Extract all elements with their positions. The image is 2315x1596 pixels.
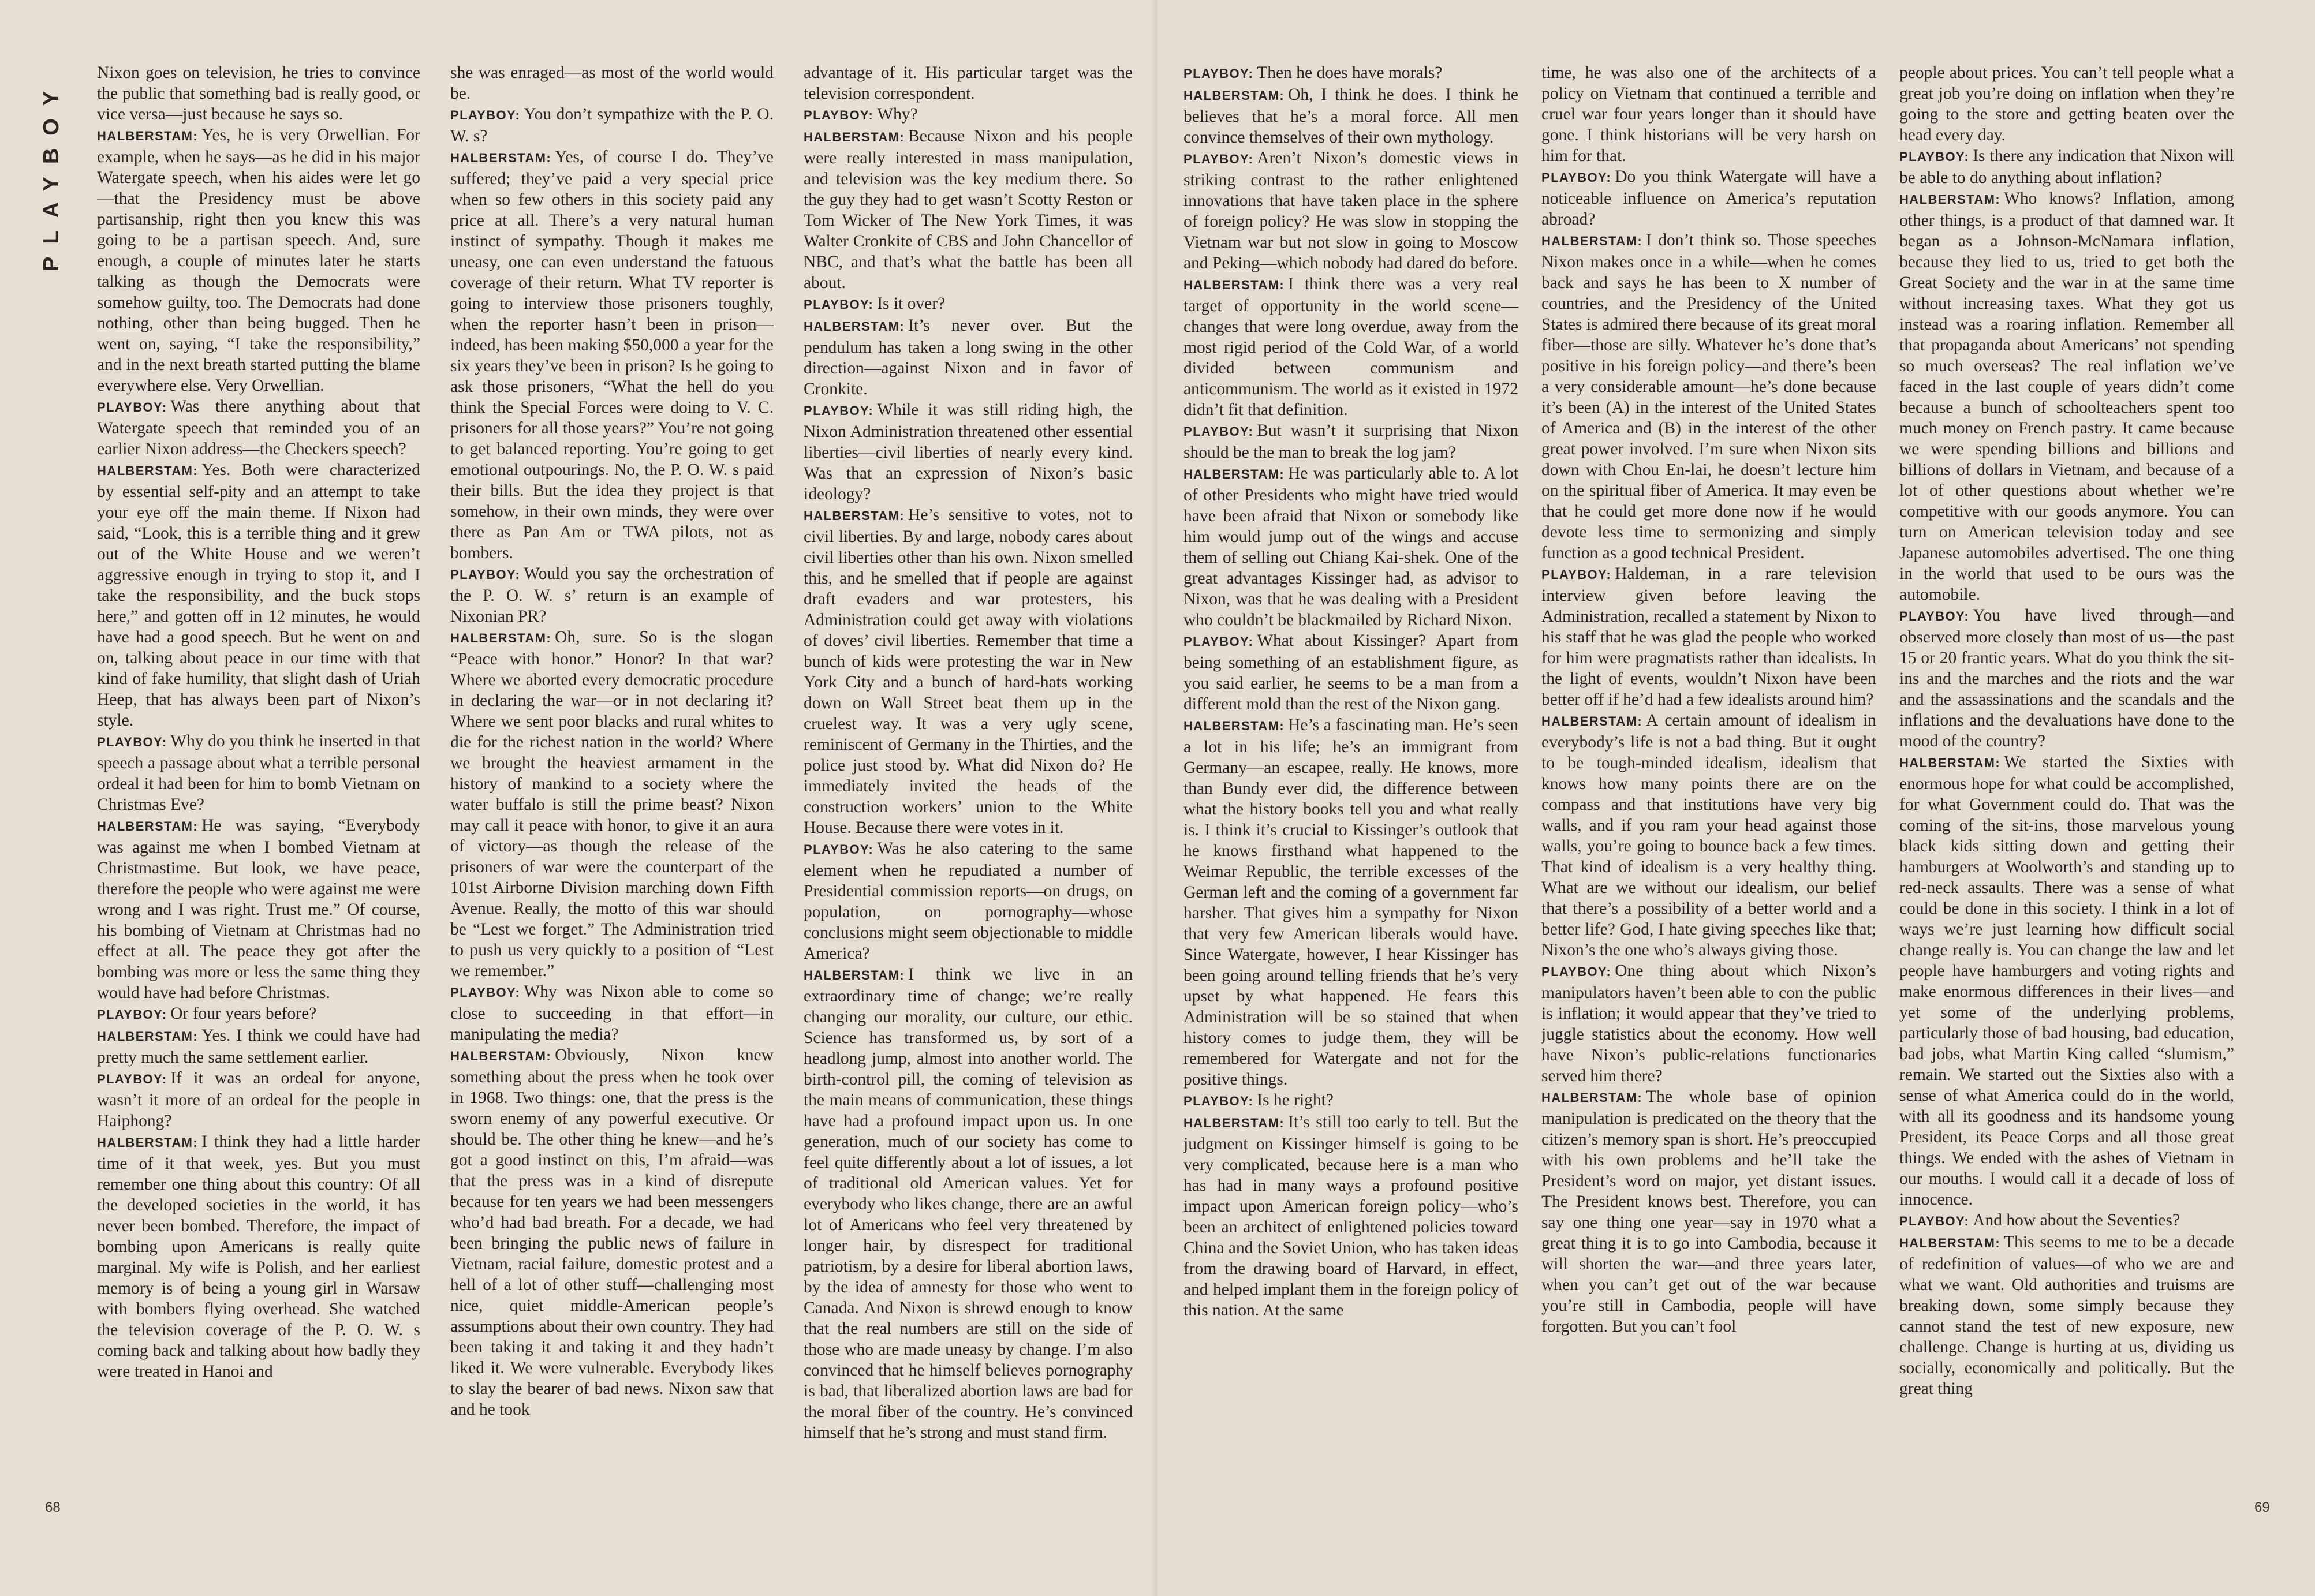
speaker-label: PLAYBOY:	[1541, 170, 1612, 185]
paragraph	[1541, 960, 1876, 1086]
paragraph	[1899, 1210, 2234, 1232]
paragraph-text: Would you say the orchestration of the P. O. W. s’ return is an example of Nixonian PR?	[450, 565, 774, 626]
speaker-label: HALBERSTAM:	[804, 319, 905, 334]
paragraph	[97, 62, 420, 125]
speaker-label: PLAYBOY:	[804, 108, 874, 122]
text-column-3	[804, 62, 1133, 1531]
speaker-label: PLAYBOY:	[1541, 965, 1612, 979]
paragraph-text: she was enraged—as most of the world would be.	[450, 63, 774, 103]
paragraph-text: I don’t think so. Those speeches Nixon makes once in a while—when he comes back and says he has been to X number of countries, and the Presidency of the United States is admired there because of its great moral fiber—those are silly. Whatever he’s done that’s positive in his foreign policy—and there’s been a very considerable amount—he’s done because it’s been (A) in the interest of the United States of America and (B) in the interest of the other great power involved. I’m sure when Nixon sits down with Chou En-lai, he doesn’t lecture him on the spiritual fiber of America. It may even be that he could get more done now if he would devote less time to sermonizing and simply function as a good technical President.	[1541, 231, 1876, 562]
paragraph	[1183, 1090, 1518, 1112]
text-column-1	[97, 62, 420, 1531]
text-column-6	[1899, 62, 2234, 1531]
paragraph	[1899, 145, 2234, 188]
speaker-label: HALBERSTAM:	[1183, 88, 1285, 103]
paragraph-text: people about prices. You can’t tell people what a great job you’re doing on inflation when they’re going to the store and getting beaten over the head every day.	[1899, 63, 2234, 144]
speaker-label: HALBERSTAM:	[97, 1135, 199, 1150]
speaker-label: PLAYBOY:	[450, 108, 521, 122]
paragraph-text: It’s never over. But the pendulum has taken a long swing in the other direction—against Nixon and in favor of Cronkite.	[804, 316, 1133, 398]
paragraph	[450, 62, 774, 104]
speaker-label: PLAYBOY:	[1899, 149, 1970, 164]
paragraph-text: Do you think Watergate will have a noticeable influence on America’s reputation abroad?	[1541, 167, 1876, 229]
page-number-right: 69	[2254, 1500, 2270, 1515]
speaker-label: HALBERSTAM:	[1183, 719, 1285, 733]
paragraph	[1183, 1112, 1518, 1321]
paragraph-text: Is there any indication that Nixon will be able to do anything about inflation?	[1899, 147, 2234, 187]
paragraph	[804, 62, 1133, 104]
speaker-label: PLAYBOY:	[1183, 634, 1254, 649]
paragraph-text: Obviously, Nixon knew something about the press when he took over in 1968. Two things: one, that the press is the sworn enemy of any powerful executive. Or should be. The other thing he knew—and he’s got a good instinct on this, I’m afraid—was that the press was in a kind of disrepute because for ten years we had been messengers who’d had bad breath. For a decade, we had been bringing the public news of failure in Vietnam, racial failure, domestic protest and a hell of a lot of other stuff—challenging most nice, quiet middle-American people’s assumptions about their own country. They had been taking it and taking it and they hadn’t liked it. We were vulnerable. Everybody likes to slay the bearer of bad news. Nixon saw that and he took	[450, 1046, 774, 1419]
paragraph	[1183, 420, 1518, 463]
paragraph	[804, 315, 1133, 399]
speaker-label: PLAYBOY:	[97, 1007, 167, 1022]
paragraph	[1183, 84, 1518, 148]
speaker-label: PLAYBOY:	[1183, 66, 1254, 81]
paragraph-text: One thing about which Nixon’s manipulators haven’t been able to con the public is inflation; it would appear that they’ve tried to juggle statistics about the economy. How well have Nixon’s public-relations functionaries served him there?	[1541, 962, 1876, 1085]
paragraph-text: I think they had a little harder time of it that week, yes. But you must remember one thing about this country: Of all the developed societies in the world, it has never been bombed. Therefore, the impact of bombing upon Americans is really quite marginal. My wife is Polish, and her earliest memory is of being a young girl in Warsaw with bombers flying overhead. She watched the television coverage of the P. O. W. s coming back and talking about how badly they were treated in Hanoi and	[97, 1132, 420, 1381]
paragraph	[804, 504, 1133, 838]
paragraph	[97, 1025, 420, 1068]
paragraph	[97, 1068, 420, 1131]
paragraph	[450, 1045, 774, 1420]
speaker-label: HALBERSTAM:	[804, 509, 905, 523]
speaker-label: HALBERSTAM:	[1541, 234, 1643, 248]
paragraph	[450, 147, 774, 563]
speaker-label: HALBERSTAM:	[1183, 278, 1285, 292]
paragraph-text: It’s still too early to tell. But the judgment on Kissinger himself is going to be very complicated, because here is a man who has had in many ways a profound positive impact upon American foreign policy—who’s been an architect of enlightened policies toward China and the Soviet Union, who has taken ideas from the drawing board of Harvard, in effect, and helped implant them in the foreign policy of this nation. At the same	[1183, 1113, 1518, 1320]
paragraph	[1541, 166, 1876, 230]
masthead-text: PLAYBOY	[39, 78, 64, 271]
paragraph-text: You have lived through—and observed more closely than most of us—the past 15 or 20 frantic years. What do you think the sit-ins and the marches and the riots and the war and the assassinations and the scandals and the inflations and the devaluations have done to the mood of the country?	[1899, 606, 2234, 750]
paragraph	[804, 838, 1133, 964]
paragraph	[97, 125, 420, 396]
paragraph-text: Haldeman, in a rare television interview given before leaving the Administration, recalled a statement by Nixon to his staff that he was glad the people who worked for him were pragmatists rather than idealists. In the light of events, wouldn’t Nixon have been better off if he’d had a few idealists around him?	[1541, 565, 1876, 709]
speaker-label: PLAYBOY:	[1183, 1094, 1254, 1108]
paragraph-text: Is it over?	[877, 294, 946, 313]
speaker-label: PLAYBOY:	[1899, 1214, 1970, 1228]
text-column-2	[450, 62, 774, 1531]
paragraph	[1899, 62, 2234, 145]
paragraph-text: Or four years before?	[170, 1004, 317, 1023]
page-number-left: 68	[45, 1500, 61, 1515]
paragraph	[1541, 710, 1876, 960]
paragraph	[804, 104, 1133, 126]
paragraph-text: What about Kissinger? Apart from being something of an establishment figure, as you said earlier, he seems to be a man from a different mold than the rest of the Nixon gang.	[1183, 631, 1518, 713]
paragraph	[1183, 630, 1518, 715]
right-page	[1158, 0, 2315, 1596]
paragraph-text: I think there was a very real target of opportunity in the world scene—changes that were long overdue, away from the most rigid period of the Cold War, of a world divided between communism and anticommunism. The world as it existed in 1972 didn’t fit that definition.	[1183, 275, 1518, 419]
paragraph-text: But wasn’t it surprising that Nixon should be the man to break the log jam?	[1183, 421, 1518, 462]
paragraph	[1541, 1086, 1876, 1337]
paragraph	[97, 459, 420, 731]
paragraph-text: Yes. I think we could have had pretty much the same settlement earlier.	[97, 1026, 420, 1067]
paragraph	[1899, 188, 2234, 605]
paragraph-text: And how about the Seventies?	[1973, 1211, 2180, 1229]
speaker-label: PLAYBOY:	[1183, 152, 1254, 166]
paragraph	[804, 293, 1133, 315]
speaker-label: HALBERSTAM:	[804, 130, 905, 144]
speaker-label: HALBERSTAM:	[450, 151, 552, 165]
speaker-label: HALBERSTAM:	[1899, 1236, 2001, 1250]
playboy-masthead	[39, 63, 74, 271]
text-column-4	[1183, 62, 1518, 1531]
paragraph-text: This seems to me to be a decade of redefinition of values—of who we are and what we want. Old authorities and truisms are breaking down, some simply because they cannot stand the test of new exposure, new challenge. Change is hurting at us, dividing us socially, economically and politically. But the great thing	[1899, 1233, 2234, 1398]
paragraph	[97, 815, 420, 1003]
paragraph	[804, 399, 1133, 504]
paragraph-text: Who knows? Inflation, among other things, is a product of that damned war. It began as a Johnson-McNamara inflation, because they lied to us, tried to get both the Great Society and the war in at the same time without increasing taxes. What they got us instead was a roaring inflation. Remember all that propaganda about Americans’ not spending so much overseas? The real inflation we’ve faced in the last couple of years didn’t come because a bunch of schoolteachers spent too much money on French pastry. It came because we were spending billions and billions and billions of dollars in Vietnam, and because of a lot of other questions about whether we’re competitive with our goods anymore. You can turn on American television today and see Japanese automobiles advertised. The one thing in the world that used to be ours was the automobile.	[1899, 189, 2234, 604]
paragraph-text: We started the Sixties with enormous hope for what could be accomplished, for what Government could do. That was the coming of the sit-ins, those marvelous young black kids sitting down and getting their hamburgers at Woolworth’s and standing up to red-neck assaults. There was a sense of what could be done in this society. I think in a lot of ways we’re just learning how difficult social change really is. You can change the law and let people have hamburgers and voting rights and make enormous differences in their lives—and yet some of the underlying problems, particularly those of bad housing, bad education, bad jobs, what Martin King called “slumism,” remain. We started out the Sixties also with a sense of what America could do in the world, with all its goodness and its handsome young President, its Peace Corps and all those great things. We ended with the ashes of Vietnam in our mouths. I would call it a decade of loss of innocence.	[1899, 753, 2234, 1209]
speaker-label: HALBERSTAM:	[450, 1049, 552, 1063]
paragraph	[450, 104, 774, 147]
paragraph	[1183, 148, 1518, 274]
text-column-5	[1541, 62, 1876, 1531]
paragraph-text: advantage of it. His particular target was the television correspondent.	[804, 63, 1133, 103]
paragraph	[97, 1131, 420, 1382]
paragraph	[1899, 1232, 2234, 1399]
paragraph	[1183, 62, 1518, 84]
speaker-label: HALBERSTAM:	[1899, 756, 2001, 770]
paragraph-text: Then he does have morals?	[1257, 63, 1443, 82]
speaker-label: PLAYBOY:	[97, 735, 167, 749]
paragraph-text: Nixon goes on television, he tries to convince the public that something bad is really good, or vice versa—just because he says so.	[97, 63, 420, 124]
paragraph-text: Was there anything about that Watergate speech that reminded you of an earlier Nixon address—the Checkers speech?	[97, 397, 420, 458]
speaker-label: HALBERSTAM:	[1183, 467, 1285, 481]
paragraph-text: Why do you think he inserted in that speech a passage about what a terrible personal ordeal it had been for him to bomb Vietnam on Christmas Eve?	[97, 732, 420, 814]
paragraph-text: Yes, of course I do. They’ve suffered; they’ve paid a very special price when so few others in this society paid any price at all. There’s a very natural human instinct of sympathy. Though it makes me uneasy, one can even understand the fatuous coverage of their return. What TV reporter is going to interview those prisoners toughly, when the reporter hasn’t been in prison—indeed, has been making $50,000 a year for the six years they’ve been in prison? Is he going to ask those prisoners, “What the hell do you think the Special Forces were doing to V. C. prisoners for all those years?” You’re not going to get balanced reporting. You’re going to get emotional outpourings. No, the P. O. W. s paid their bills. But the idea they project is that somehow, in their own minds, they were over there as Pan Am or TWA pilots, not as bombers.	[450, 148, 774, 562]
speaker-label: HALBERSTAM:	[97, 464, 199, 478]
paragraph	[97, 396, 420, 459]
paragraph-text: The whole base of opinion manipulation is predicated on the theory that the citizen’s memory span is short. He’s preoccupied with his own problems and he’ll take the President’s word on major, yet distant issues. The President knows best. Therefore, you can say one thing one year—say in 1970 what a great thing it is to go into Cambodia, because it will shorten the war—and three years later, when you can’t get out of the war because you’re still in Cambodia, people will have forgotten. But you can’t fool	[1541, 1087, 1876, 1336]
paragraph-text: A certain amount of idealism in everybody’s life is not a bad thing. But it ought to be tough-minded idealism, idealism that knows how many points there are on the compass and that institutions have very big walls, and if you ram your head against those walls, you’re going to bounce back a few times. That kind of idealism is a very healthy thing. What are we without our idealism, our belief that there’s a possibility of a better world and a better life? God, I hate giving speeches like that; Nixon’s the one who’s always giving those.	[1541, 711, 1876, 959]
paragraph-text: Was he also catering to the same element when he repudiated a number of Presidential commission reports—on drugs, on population, on pornography—whose conclusions might seem objectionable to middle America?	[804, 839, 1133, 963]
paragraph-text: If it was an ordeal for anyone, wasn’t it more of an ordeal for the people in Haiphong?	[97, 1069, 420, 1130]
paragraph	[1183, 463, 1518, 630]
paragraph-text: He’s sensitive to votes, not to civil liberties. By and large, nobody cares about civil liberties other than his own. Nixon smelled this, and he smelled that if people are against draft evaders and war protesters, his Administration could get away with violations of doves’ civil liberties. Remember that time a bunch of kids were protesting the war in New York City and a bunch of hard-hats working down on Wall Street beat them up in the cruelest way. It was a very ugly scene, reminiscent of Germany in the Thirties, and the police just stood by. What did Nixon do? He immediately invited the heads of the construction workers’ union to the White House. Because there were votes in it.	[804, 506, 1133, 837]
paragraph-text: Because Nixon and his people were really interested in mass manipulation, and television was the key medium there. So the guy they had to get wasn’t Scotty Reston or Tom Wicker of The New York Times, it was Walter Cronkite of CBS and John Chancellor of NBC, and that’s what the battle has been all about.	[804, 127, 1133, 292]
paragraph-text: Why?	[877, 105, 918, 124]
speaker-label: HALBERSTAM:	[1183, 1116, 1285, 1130]
speaker-label: PLAYBOY:	[450, 567, 521, 582]
speaker-label: PLAYBOY:	[97, 400, 167, 414]
speaker-label: HALBERSTAM:	[97, 1029, 199, 1044]
paragraph	[1899, 752, 2234, 1210]
paragraph	[1183, 715, 1518, 1090]
speaker-label: PLAYBOY:	[804, 403, 874, 418]
paragraph	[804, 126, 1133, 293]
speaker-label: HALBERSTAM:	[97, 819, 199, 833]
paragraph-text: Yes. Both were characterized by essential self-pity and an attempt to take your eye off the main theme. If Nixon had said, “Look, this is a terrible thing and it grew out of the White House and we weren’t aggressive enough in trying to stop it, and I take the responsibility, and the buck stops here,” and gotten off in 12 minutes, he would have had a good speech. But he went on and on, talking about peace in our time with that kind of fake humility, that slight dash of Uriah Heep, that has always been part of Nixon’s style.	[97, 461, 420, 730]
paragraph-text: time, he was also one of the architects of a policy on Vietnam that continued a terrible and cruel war four years longer than it should have gone. I think historians will be very harsh on him for that.	[1541, 63, 1876, 165]
paragraph-text: Is he right?	[1257, 1091, 1334, 1109]
paragraph	[1541, 563, 1876, 710]
paragraph-text: Aren’t Nixon’s domestic views in striking contrast to the rather enlightened innovations that have taken place in the sphere of foreign policy? He was slow in stopping the Vietnam war but not slow in going to Moscow and Peking—which nobody had dared do before.	[1183, 149, 1518, 272]
paragraph	[97, 731, 420, 815]
paragraph	[804, 964, 1133, 1443]
speaker-label: HALBERSTAM:	[450, 631, 552, 645]
paragraph	[97, 1003, 420, 1025]
paragraph-text: Oh, I think he does. I think he believes that he’s a moral force. All men convince themselves of their own mythology.	[1183, 85, 1518, 147]
paragraph-text: Why was Nixon able to come so close to succeeding in that effort—in manipulating the media?	[450, 982, 774, 1044]
paragraph-text: Oh, sure. So is the slogan “Peace with honor.” Honor? In that war? Where we aborted every democratic procedure in declaring the war—or in not declaring it? Where we sent poor blacks and rural whites to die for the richest nation in the world? Where we brought the heaviest armament in the history of mankind to a society where the water buffalo is still the prime beast? Nixon may call it peace with honor, to give it an aura of victory—as though the release of the prisoners of war were the counterpart of the 101st Airborne Division marching down Fifth Avenue. Really, the motto of this war should be “Lest we forget.” The Administration tried to push us very quickly to a position of “Lest we remember.”	[450, 628, 774, 980]
paragraph	[1541, 62, 1876, 166]
paragraph-text: Yes, he is very Orwellian. For example, when he says—as he did in his major Watergate speech, when his aides were let go—that the Presidency must be above partisanship, right then you knew this was going to be a partisan speech. And, sure enough, a couple of minutes later he starts talking as though the Democrats were somehow guilty, too. The Democrats had done nothing, other than being bugged. Then he went on, saying, “I take the responsibility,” and in the next breath started putting the blame everywhere else. Very Orwellian.	[97, 126, 420, 395]
paragraph	[1183, 274, 1518, 420]
speaker-label: PLAYBOY:	[804, 842, 874, 857]
speaker-label: HALBERSTAM:	[804, 968, 905, 982]
speaker-label: HALBERSTAM:	[1899, 192, 2001, 207]
speaker-label: PLAYBOY:	[1541, 567, 1612, 582]
paragraph-text: He was saying, “Everybody was against me when I bombed Vietnam at Christmastime. But look, we have peace, therefore the people who were against me were wrong and I was right. Trust me.” Of course, his bombing of Vietnam at Christmas had no effect at all. The peace they got after the bombing was more or less the same thing they would have had before Christmas.	[97, 816, 420, 1002]
paragraph-text: You don’t sympathize with the P. O. W. s?	[450, 105, 774, 145]
paragraph-text: He’s a fascinating man. He’s seen a lot in his life; he’s an immigrant from Germany—an escapee, really. He knows, more than Bundy ever did, the difference between what the history books tell you and what really is. I think it’s crucial to Kissinger’s outlook that he knows firsthand what happened to the Weimar Republic, the terrible excesses of the German left and the coming of a government far harsher. That gives him a sympathy for Nixon that very few American liberals would have. Since Watergate, however, I hear Kissinger has been going around telling friends that he’s very upset by what happened. He fears this Administration will be so stained that when history comes to judge them, they will be remembered for Watergate and not for the positive things.	[1183, 716, 1518, 1089]
speaker-label: PLAYBOY:	[1899, 609, 1970, 623]
paragraph	[450, 563, 774, 627]
speaker-label: PLAYBOY:	[804, 297, 874, 312]
speaker-label: HALBERSTAM:	[1541, 1090, 1643, 1105]
speaker-label: HALBERSTAM:	[97, 129, 199, 143]
paragraph	[1541, 230, 1876, 563]
speaker-label: PLAYBOY:	[450, 985, 521, 1000]
paragraph	[1899, 605, 2234, 752]
paragraph	[450, 981, 774, 1045]
speaker-label: PLAYBOY:	[97, 1072, 167, 1086]
speaker-label: HALBERSTAM:	[1541, 714, 1643, 728]
paragraph-text: He was particularly able to. A lot of other Presidents who might have tried would have been afraid that Nixon or somebody like him would jump out of the wings and accuse them of selling out Chiang Kai-shek. One of the great advantages Kissinger had, as advisor to Nixon, was that he was dealing with a President who couldn’t be blackmailed by Richard Nixon.	[1183, 464, 1518, 629]
paragraph	[450, 627, 774, 981]
paragraph-text: While it was still riding high, the Nixon Administration threatened other essential liberties—civil liberties of nearly every kind. Was that an expression of Nixon’s basic ideology?	[804, 401, 1133, 503]
speaker-label: PLAYBOY:	[1183, 424, 1254, 439]
paragraph-text: I think we live in an extraordinary time of change; we’re really changing our morality, our culture, our ethic. Science has transformed us, by sort of a headlong jump, almost into another world. The birth-control pill, the coming of television as the main means of communication, these things have had a profound impact upon us. In one generation, much of our society has come to feel quite differently about a lot of issues, a lot of traditional old American values. Yet for everybody who likes change, there are an awful lot of Americans who feel very threatened by longer hair, by disrespect for traditional patriotism, by a desire for liberal abortion laws, by the idea of amnesty for those who went to Canada. And Nixon is shrewd enough to know that the real numbers are still on the side of those who are made uneasy by change. I’m also convinced that he himself believes pornography is bad, that liberalized abortion laws are bad for the moral fiber of the country. He’s convinced himself that he’s strong and must stand firm.	[804, 965, 1133, 1442]
